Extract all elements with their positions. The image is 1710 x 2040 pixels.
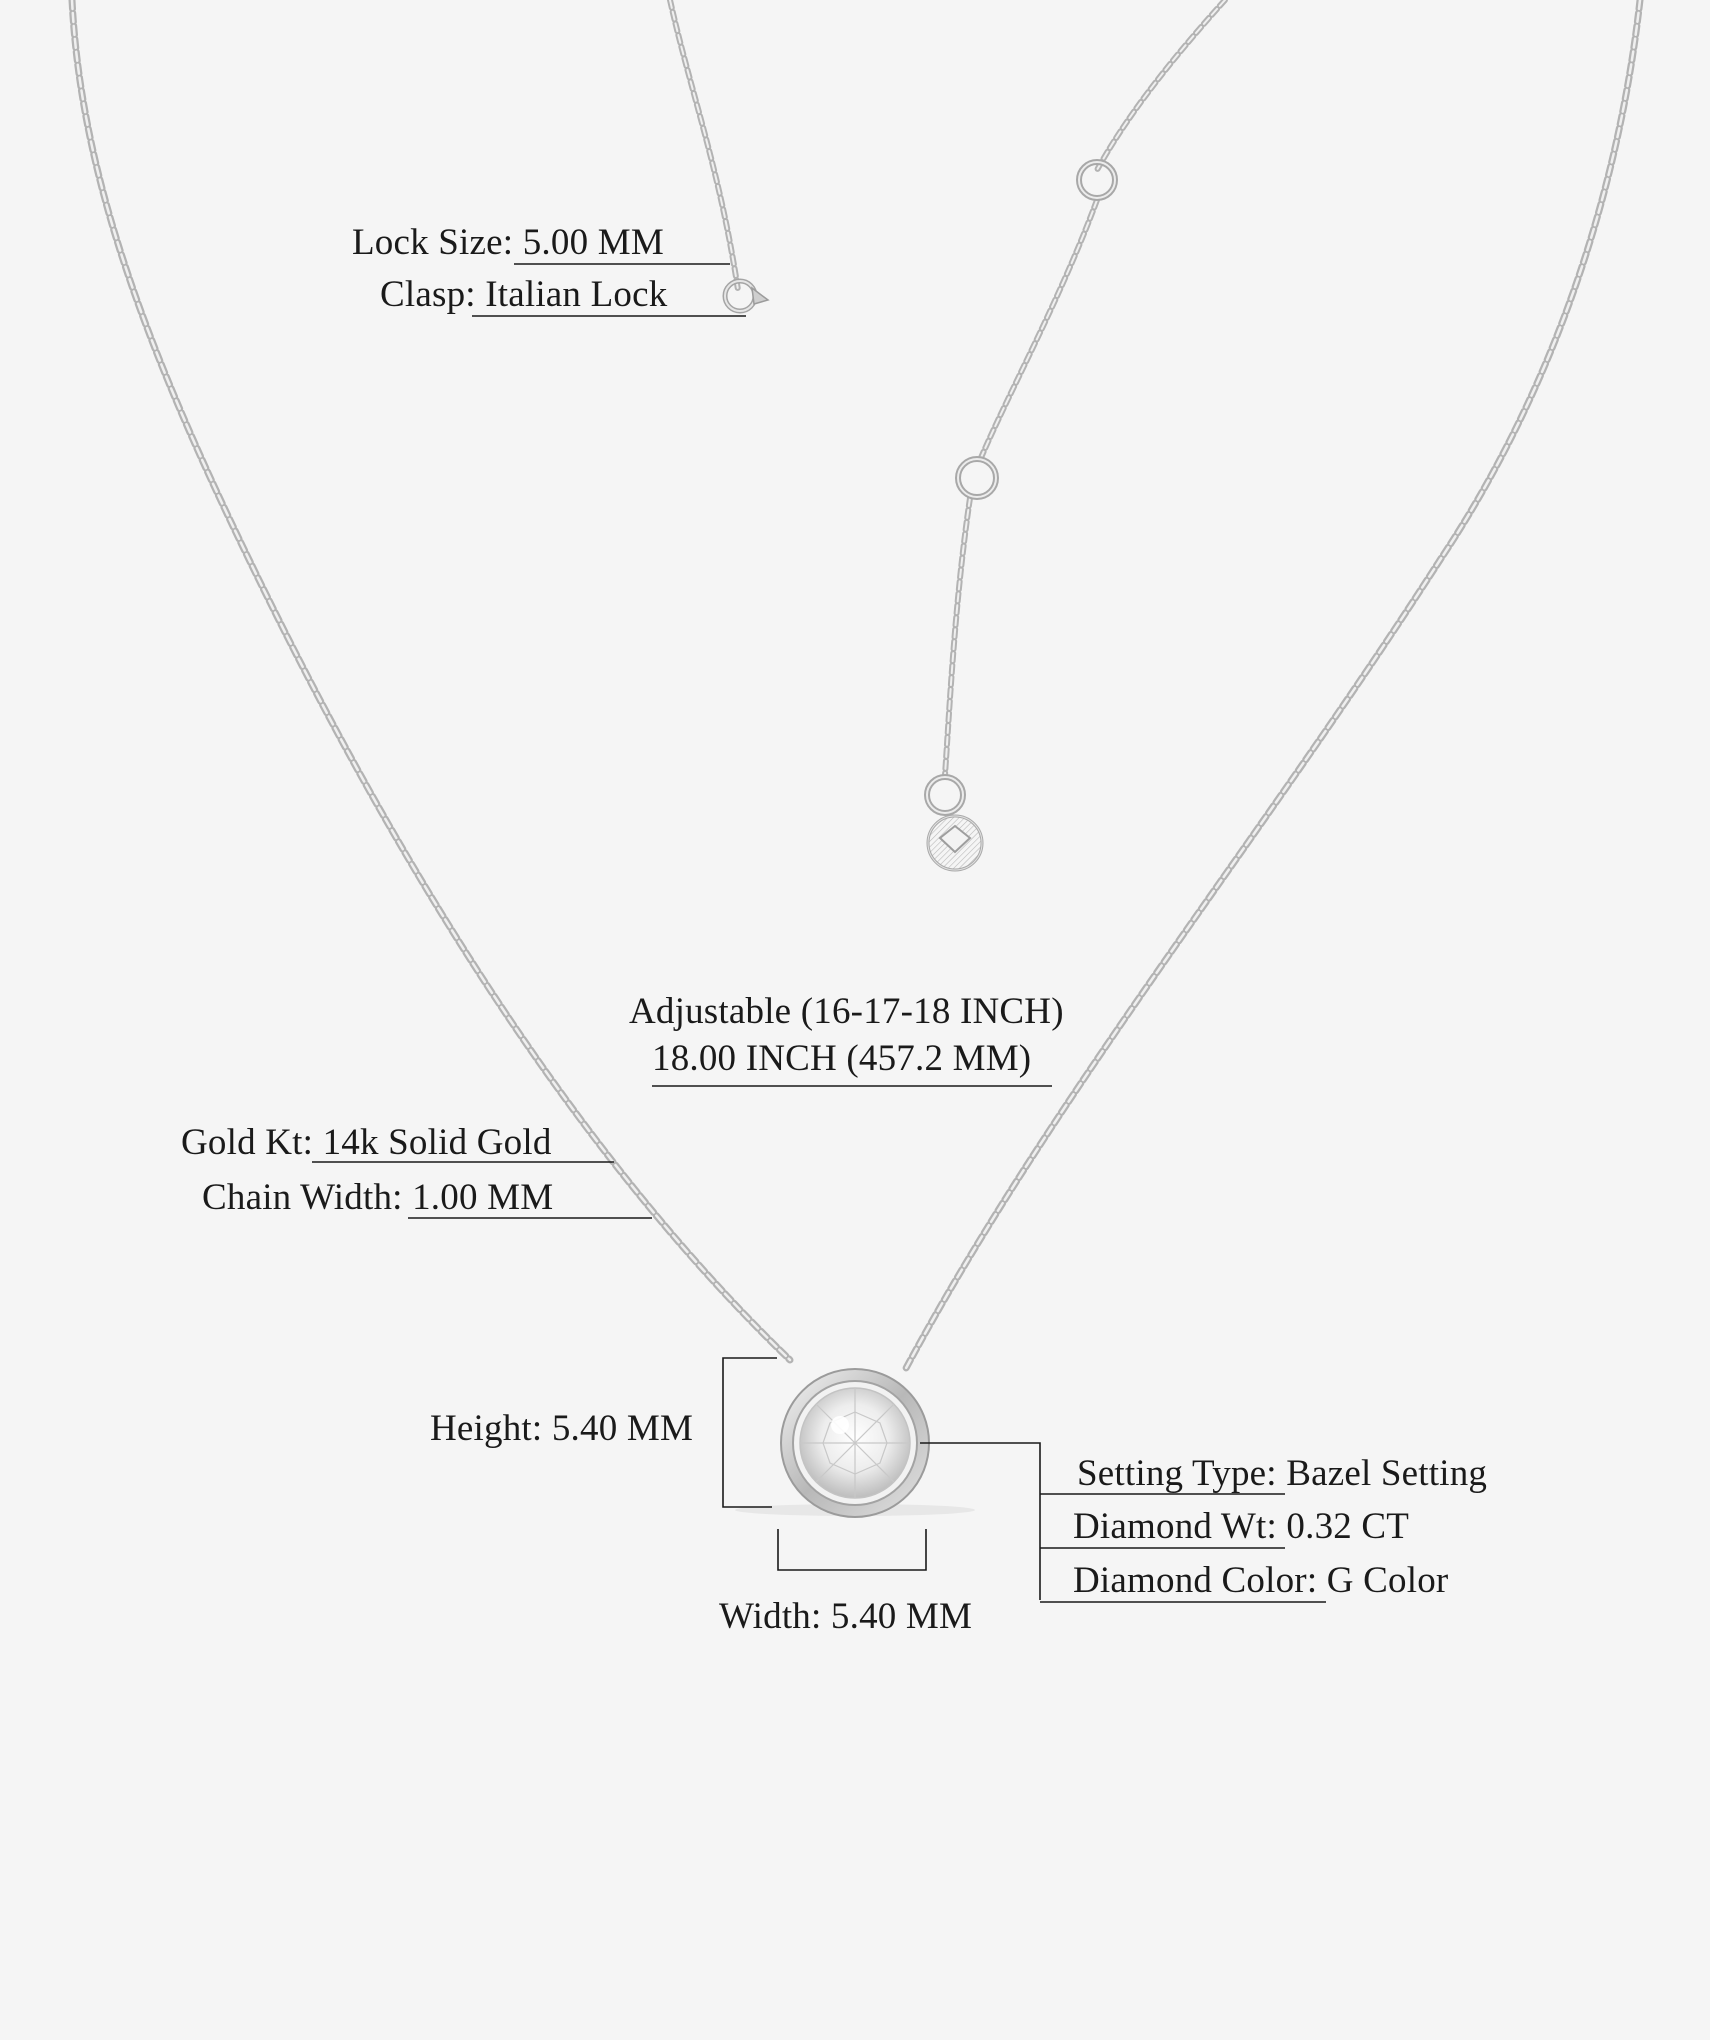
chain-width-key: Chain Width: bbox=[202, 1177, 403, 1218]
gold-kt-value: 14k Solid Gold bbox=[313, 1122, 552, 1163]
gold-kt-label bbox=[181, 1124, 552, 1161]
setting-type-key: Setting Type: bbox=[1077, 1453, 1277, 1494]
chain-right bbox=[905, 0, 1640, 1370]
clasp-key: Clasp: bbox=[380, 274, 476, 315]
length-adjustable-label: Adjustable (16-17-18 INCH) bbox=[629, 991, 1064, 1032]
setting-type-label bbox=[1077, 1455, 1487, 1492]
brand-tag-icon bbox=[928, 816, 982, 870]
italian-lock-clasp bbox=[725, 281, 768, 311]
extension-ring bbox=[958, 459, 996, 497]
lock-size-value: 5.00 MM bbox=[513, 222, 664, 263]
height-label bbox=[430, 1410, 693, 1447]
gold-kt-key: Gold Kt: bbox=[181, 1122, 314, 1163]
diamond-wt-key: Diamond Wt: bbox=[1073, 1506, 1277, 1547]
width-value: 5.40 MM bbox=[821, 1596, 973, 1637]
setting-type-value: Bazel Setting bbox=[1276, 1453, 1488, 1494]
clasp-value: Italian Lock bbox=[475, 274, 668, 315]
diamond-wt-value: 0.32 CT bbox=[1276, 1506, 1410, 1547]
width-label bbox=[719, 1598, 972, 1635]
extension-chain bbox=[945, 0, 1225, 775]
width-key: Width: bbox=[719, 1596, 822, 1637]
clasp-label bbox=[380, 276, 667, 313]
diamond-color-label bbox=[1073, 1562, 1448, 1599]
length-label: 18.00 INCH (457.2 MM) bbox=[652, 1038, 1032, 1079]
diamond-wt-label bbox=[1073, 1508, 1409, 1545]
diamond-color-value: G Color bbox=[1317, 1560, 1449, 1601]
lock-size-label bbox=[352, 224, 664, 261]
diamond-color-key: Diamond Color: bbox=[1073, 1560, 1318, 1601]
chain-width-label bbox=[202, 1179, 553, 1216]
diamond-facets bbox=[800, 1388, 910, 1498]
chain-clasp-strand bbox=[670, 0, 738, 290]
lock-size-key: Lock Size: bbox=[352, 222, 514, 263]
height-value: 5.40 MM bbox=[542, 1408, 694, 1449]
height-key: Height: bbox=[430, 1408, 543, 1449]
extension-ring bbox=[927, 777, 963, 813]
chain-width-value: 1.00 MM bbox=[402, 1177, 554, 1218]
